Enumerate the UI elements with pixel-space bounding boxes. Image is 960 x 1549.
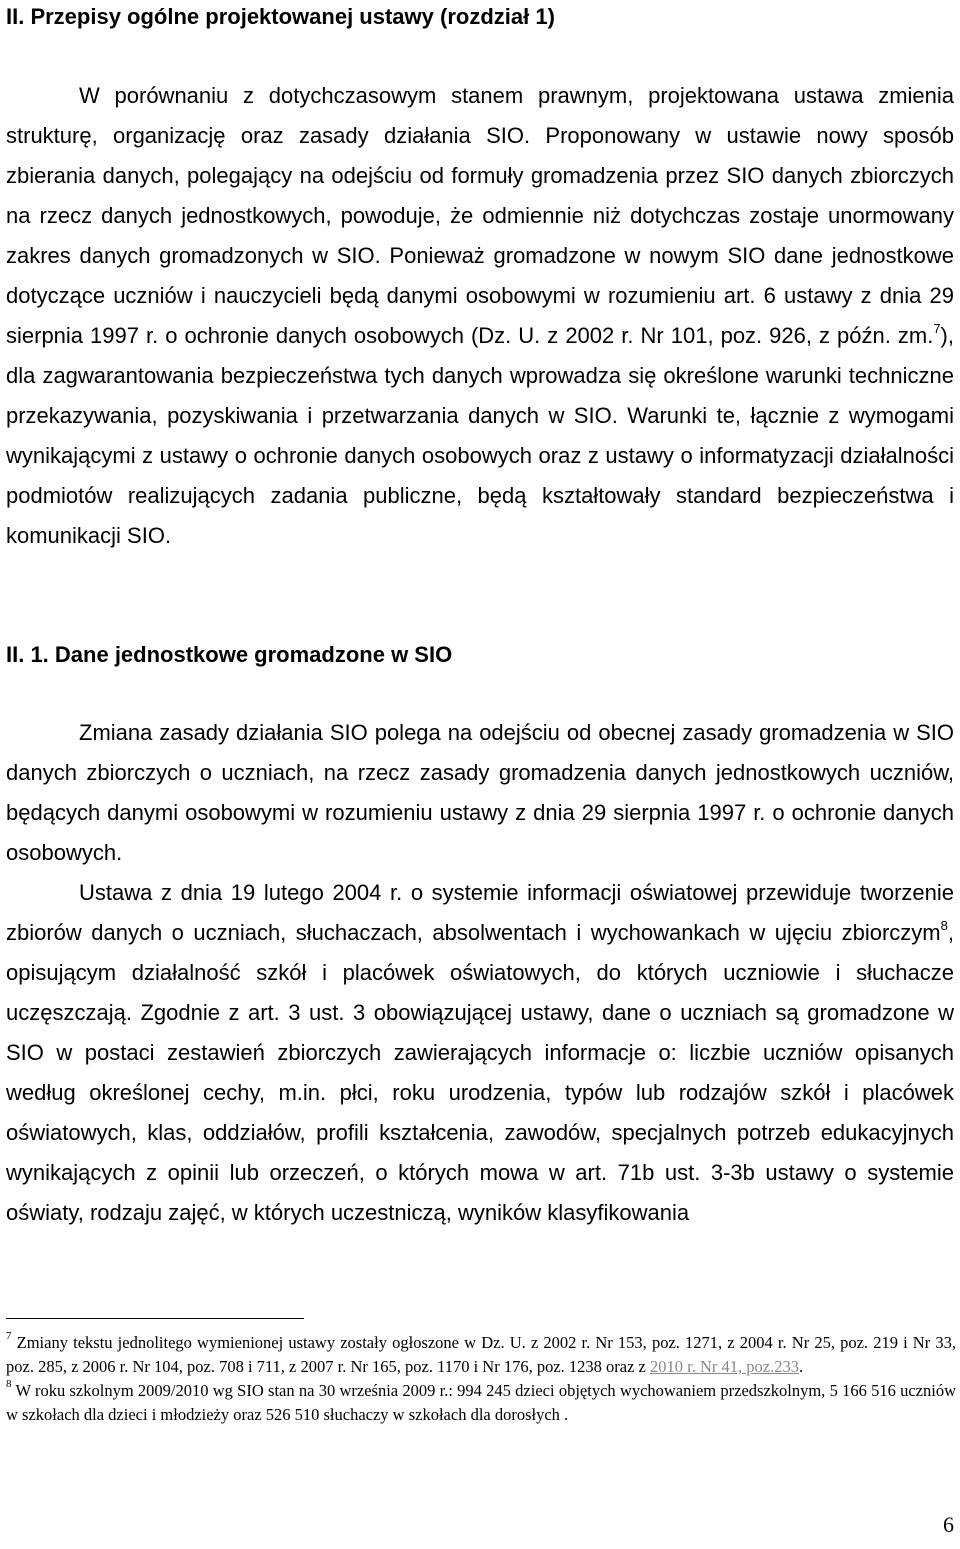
paragraph — [6, 76, 954, 556]
paragraph: Zmiana zasady działania SIO polega na odejściu od obecnej zasady gromadzenia w SIO danych zbiorczych o uczniach, na rzecz zasady gromadzenia danych jednostkowych uczniów, będących danymi osobowymi w rozumieniu ustawy z dnia 29 sierpnia 1997 r. o ochronie danych osobowych. — [6, 720, 954, 865]
footnote-reference[interactable]: 7 — [933, 320, 941, 336]
paragraph-text: Ustawa z dnia 19 lutego 2004 r. o systemie informacji oświatowej przewiduje tworzenie zbiorów danych o uczniach, słuchaczach, absolwentach i wychowankach w ujęciu zbiorczym — [6, 880, 954, 945]
footnote-reference[interactable]: 8 — [940, 917, 948, 933]
footnote-text-end: . — [798, 1357, 804, 1376]
paragraph-text: , opisującym działalność szkół i placówek oświatowych, do których uczniowie i słuchacze uczęszczają. Zgodnie z art. 3 ust. 3 obowiązującej ustawy, dane o uczniach są gromadzone w SIO w postaci zestawień zbiorczych zawierających informacje o: liczbie uczniów opisanych według określonej cechy, m.in. płci, roku urodzenia, typów lub rodzajów szkół i placówek oświatowych, klas, oddziałów, profili kształcenia, zawodów, specjalnych potrzeb edukacyjnych wynikających z opinii lub orzeczeń, o których mowa w art. 71b ust. 3-3b ustawy o systemie oświaty, rodzaju zajęć, w których uczestniczą, wyników klasyfikowania — [6, 920, 954, 1225]
footnotes — [6, 1331, 956, 1427]
footnote-8 — [6, 1379, 956, 1427]
subsection-heading: II. 1. Dane jednostkowe gromadzone w SIO — [6, 642, 453, 667]
footnote-text: Zmiany tekstu jednolitego wymienionej ustawy zostały ogłoszone w Dz. U. z 2002 r. Nr 153, poz. 1271, z 2004 r. Nr 25, poz. 219 i Nr 33, poz. 285, z 2006 r. Nr 104, poz. 708 i 711, z 2007 r. Nr 165, poz. 1170 i Nr 176, poz. 1238 oraz z — [6, 1333, 956, 1376]
footnote-7 — [6, 1331, 956, 1379]
paragraph — [6, 873, 954, 1233]
section-body — [6, 76, 954, 556]
footnote-number: 7 — [6, 1329, 12, 1342]
footnote-number: 8 — [6, 1377, 12, 1390]
subsection-body — [6, 713, 954, 1233]
paragraph-text: W porównaniu z dotychczasowym stanem prawnym, projektowana ustawa zmienia strukturę, organizację oraz zasady działania SIO. Proponowany w ustawie nowy sposób zbierania danych, polegający na odejściu od formuły gromadzenia przez SIO danych zbiorczych na rzecz danych jednostkowych, powoduje, że odmiennie niż dotychczas zostaje unormowany zakres danych gromadzonych w SIO. Ponieważ gromadzone w nowym SIO dane jednostkowe dotyczące uczniów i nauczycieli będą danymi osobowymi w rozumieniu art. 6 ustawy z dnia 29 sierpnia 1997 r. o ochronie danych osobowych (Dz. U. z 2002 r. Nr 101, poz. 926, z późn. zm. — [6, 83, 954, 348]
paragraph-text: ), dla zagwarantowania bezpieczeństwa tych danych wprowadza się określone warunki techniczne przekazywania, pozyskiwania i przetwarzania danych w SIO. Warunki te, łącznie z wymogami wynikającymi z ustawy o ochronie danych osobowych oraz z ustawy o informatyzacji działalności podmiotów realizujących zadania publiczne, będą kształtowały standard bezpieczeństwa i komunikacji SIO. — [6, 323, 954, 548]
section-heading: II. Przepisy ogólne projektowanej ustawy (rozdział 1) — [6, 4, 555, 29]
page-number: 6 — [943, 1512, 954, 1537]
footnote-text: W roku szkolnym 2009/2010 wg SIO stan na 30 września 2009 r.: 994 245 dzieci objętych wychowaniem przedszkolnym, 5 166 516 uczniów w szkołach dla dzieci i młodzieży oraz 526 510 słuchaczy w szkołach dla dorosłych . — [6, 1381, 956, 1424]
footnote-separator — [6, 1318, 304, 1319]
footnote-link[interactable]: 2010 r. Nr 41, poz.233 — [650, 1357, 799, 1376]
